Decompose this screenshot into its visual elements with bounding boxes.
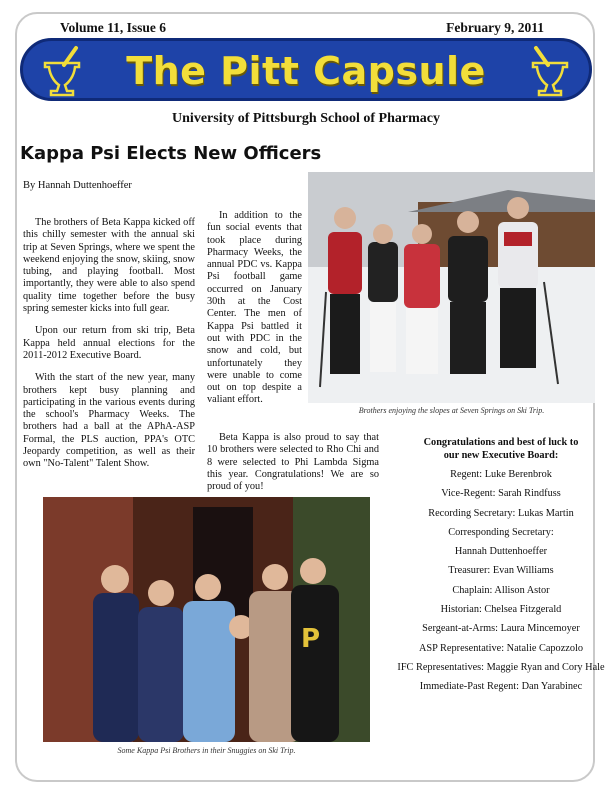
board-member: Recording Secretary: Lukas Martin <box>428 507 574 519</box>
issue-date: February 9, 2011 <box>446 20 544 35</box>
article-column-1 <box>23 217 195 481</box>
mortar-pestle-icon <box>529 45 571 97</box>
title-banner <box>20 38 592 101</box>
board-heading-line: Congratulations and best of luck to <box>423 437 579 448</box>
article-column-2 <box>207 210 302 417</box>
board-member: Hannah Duttenhoeffer <box>454 546 548 558</box>
ski-trip-photo <box>308 172 595 403</box>
newsletter-title: The Pitt Capsule <box>126 49 486 93</box>
board-member: Sergeant-at-Arms: Laura Mincemoyer <box>422 623 580 635</box>
board-member: IFC Representatives: Maggie Ryan and Cory Hale <box>397 661 605 673</box>
board-heading-line: our new Executive Board: <box>443 449 559 461</box>
article-column-2-continued <box>207 432 379 503</box>
article-paragraph: The brothers of Beta Kappa kicked off this chilly semester with the annual ski trip at Seven Springs, where we spent the weekend enjoying the snow, skiing, snow tubing, and playing football. Most importantly, they were able to also spend quality time together before the busy spring semester kicks into full gear. <box>23 217 195 315</box>
board-member: Historian: Chelsea Fitzgerald <box>440 604 562 616</box>
board-member: Treasurer: Evan Williams <box>448 565 554 577</box>
article-paragraph: Beta Kappa is also proud to say that 10 brothers were selected to Rho Chi and 8 were selected to Phi Lambda Sigma this year. Congratulations! We are so proud of you! <box>207 432 379 493</box>
board-member: Regent: Luke Berenbrok <box>450 469 552 480</box>
svg-text:P: P <box>301 624 321 654</box>
board-member: ASP Representative: Natalie Capozzolo <box>418 642 584 654</box>
article-paragraph: Upon our return from ski trip, Beta Kappa held annual elections for the 2011-2012 Executive Board. <box>23 325 195 361</box>
school-name: University of Pittsburgh School of Pharmacy <box>172 111 440 126</box>
article-byline: By Hannah Duttenhoeffer <box>23 180 132 191</box>
snuggie-caption: Some Kappa Psi Brothers in their Snuggies on Ski Trip. <box>117 746 296 755</box>
article-paragraph: In addition to the fun social events that took place during Pharmacy Weeks, the annual PDC vs. Kappa Psi football game occurred on January 30th at the Cost Center. The men of Kappa Psi battled it out with PDC in the snow and cold, but unfortunately they were unable to come out on top despite a valiant effort. <box>207 210 302 406</box>
board-heading <box>396 437 606 462</box>
board-member: Immediate-Past Regent: Dan Yarabinec <box>419 681 583 693</box>
ski-trip-caption: Brothers enjoying the slopes at Seven Springs on Ski Trip. <box>358 406 545 415</box>
executive-board-list <box>396 437 606 701</box>
board-member: Corresponding Secretary: <box>448 526 554 538</box>
board-member: Chaplain: Allison Astor <box>452 584 550 596</box>
volume-issue: Volume 11, Issue 6 <box>60 20 167 35</box>
article-paragraph: With the start of the new year, many brothers kept busy planning and participating in the various events during the school's Pharmacy Weeks. The brothers had a ball at the APhA-ASP Formal, the PLS auction, PPA's OTC Jeopardy competition, as well as their own "No-Talent" Talent Show. <box>23 372 195 470</box>
snuggie-photo <box>43 497 370 742</box>
article-headline: Kappa Psi Elects New Officers <box>20 143 322 164</box>
board-member: Vice-Regent: Sarah Rindfuss <box>441 488 561 500</box>
